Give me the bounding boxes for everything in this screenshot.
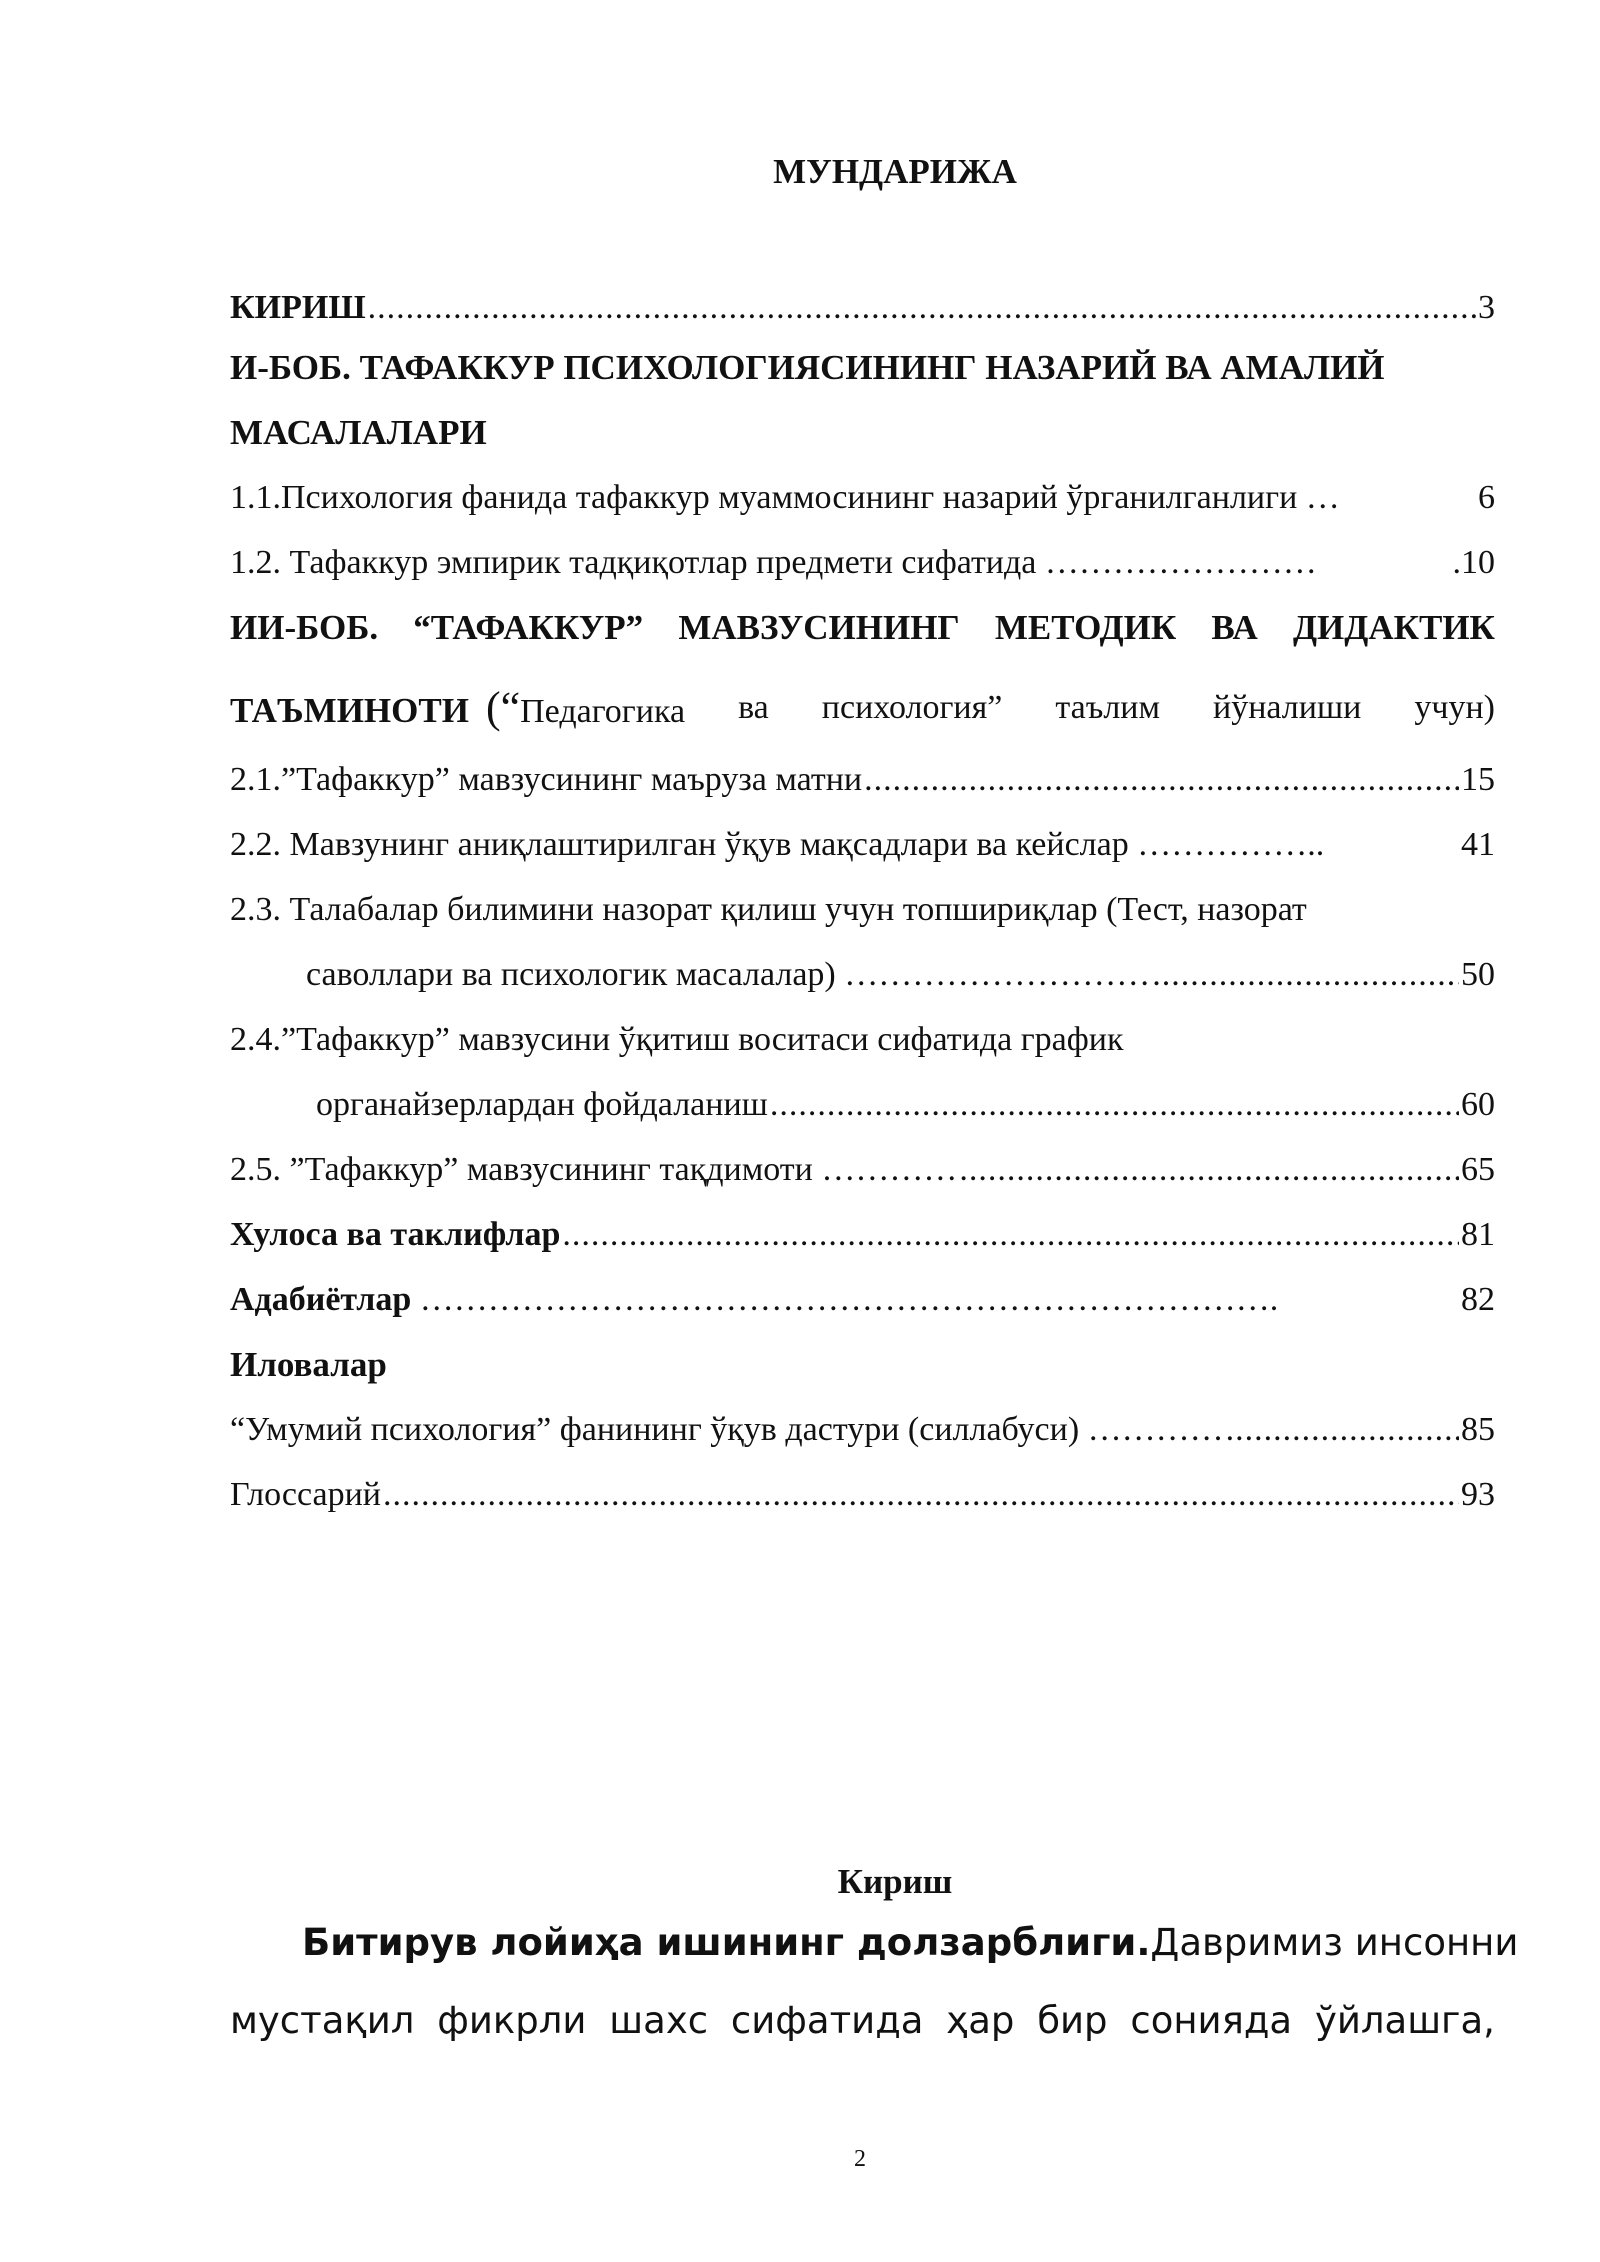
toc-label: 1.2. Тафаккур эмпирик тадқиқотлар предмети сифатида …………………… (230, 544, 1317, 581)
toc-label: органайзерлардан фойдаланиш (316, 1086, 768, 1123)
toc-leader (368, 286, 1476, 330)
paragraph-word: сонияда (1130, 1999, 1293, 2042)
paragraph-word: ўйлашга, (1314, 1999, 1495, 2042)
page-number: 2 (854, 2146, 866, 2172)
toc-chapter-1-heading[interactable] (230, 346, 1495, 390)
toc-entry-references[interactable] (230, 1278, 1495, 1322)
heading-word: Педагогика (520, 693, 686, 730)
intro-title: Кириш (837, 1862, 953, 1901)
heading-word: психология” (821, 689, 1003, 726)
toc-label: 2.1.”Тафаккур” мавзусининг маъруза матни (230, 761, 863, 798)
toc-label-bold: Адабиётлар (230, 1281, 412, 1318)
toc-leader (562, 1213, 1459, 1257)
chapter-1-line1: И-БОБ. ТАФАККУР ПСИХОЛОГИЯСИНИНГ НАЗАРИЙ ВА АМАЛИЙ (230, 348, 1385, 387)
toc-leader (383, 1473, 1459, 1517)
toc-entry-1-1[interactable] (230, 476, 1495, 520)
toc-entry-2-2[interactable] (230, 823, 1495, 867)
heading-word: учун) (1414, 689, 1495, 726)
toc-page: 41 (1461, 826, 1495, 863)
toc-label: 1.1.Психология фанида тафаккур муаммосининг назарий ўрганилганлиги … (230, 479, 1340, 516)
toc-label: КИРИШ (230, 289, 366, 326)
toc-label: Хулоса ва таклифлар (230, 1216, 561, 1253)
paragraph-line (230, 1996, 1495, 2046)
toc-leader (770, 1083, 1459, 1127)
toc-chapter-2-heading-cont (230, 683, 1495, 734)
toc-label: Глоссарий (230, 1476, 381, 1513)
paragraph-word: мустақил (230, 1999, 415, 2042)
toc-chapter-1-heading-cont (230, 411, 1495, 455)
toc-appendices-heading[interactable]: Иловалар (230, 1345, 387, 1384)
heading-word: ДИДАКТИК (1292, 608, 1495, 647)
toc-page: 50 (1461, 956, 1495, 993)
toc-entry-2-3-line1[interactable]: 2.3. Талабалар билимини назорат қилиш учун топшириқлар (Тест, назорат (230, 891, 1307, 928)
toc-entry-2-3[interactable] (306, 953, 1495, 997)
toc-leader (864, 758, 1459, 802)
toc-entry-2-5[interactable] (230, 1148, 1495, 1192)
toc-entry-glossary[interactable] (230, 1473, 1495, 1517)
paragraph-text: Давримиз инсонни (1150, 1921, 1519, 1964)
heading-word: ВА (1211, 608, 1258, 647)
toc-label: “Умумий психология” фанининг ўқув дастури (силлабуси) ………… (230, 1411, 1224, 1448)
toc-entry-2-1[interactable] (230, 758, 1495, 802)
toc-page: .10 (1452, 544, 1495, 581)
toc-label: 2.5. ”Тафаккур” мавзусининг тақдимоти ………… (230, 1151, 958, 1188)
toc-page: 82 (1461, 1281, 1495, 1318)
heading-word: йўналиши (1213, 689, 1362, 726)
paragraph-word: сифатида (730, 1999, 924, 2042)
toc-entry-syllabus[interactable] (230, 1408, 1495, 1452)
toc-label (230, 1278, 1278, 1322)
toc-page: 60 (1461, 1086, 1495, 1123)
toc-label-leader: …………………………………………………………………. (411, 1281, 1279, 1318)
toc-leader (1152, 953, 1459, 997)
paragraph-line (230, 1918, 1519, 1968)
toc-chapter-2-heading[interactable] (230, 606, 1495, 650)
toc-entry-1-2[interactable] (230, 541, 1495, 585)
toc-leader (959, 1148, 1459, 1192)
toc-page: 85 (1461, 1411, 1495, 1448)
chapter-1-line2: МАСАЛАЛАРИ (230, 413, 487, 452)
paragraph-lead: Битирув лойиҳа ишининг долзарблиги. (302, 1921, 1151, 1964)
heading-word: МЕТОДИК (994, 608, 1177, 647)
toc-page: 3 (1478, 289, 1495, 326)
toc-entry-2-4[interactable] (316, 1083, 1495, 1127)
heading-lead (230, 683, 686, 734)
heading-word: “ТАФАККУР” (413, 608, 644, 647)
toc-page: 6 (1478, 479, 1495, 516)
heading-word: таълим (1055, 689, 1160, 726)
paragraph-word: фикрли (437, 1999, 587, 2042)
paragraph-word: бир (1037, 1999, 1108, 2042)
toc-page: 93 (1461, 1476, 1495, 1513)
toc-leader (1226, 1408, 1459, 1452)
toc-label: 2.2. Мавзунинг аниқлаштирилган ўқув мақсадлари ва кейслар …………….. (230, 826, 1325, 863)
toc-entry-conclusion[interactable] (230, 1213, 1495, 1257)
heading-word: ИИ-БОБ. (230, 608, 379, 647)
heading-word: ва (738, 689, 769, 726)
heading-word: МАВЗУСИНИНГ (678, 608, 960, 647)
toc-entry-intro[interactable] (230, 286, 1495, 330)
toc-page: 81 (1461, 1216, 1495, 1253)
toc-page: 65 (1461, 1151, 1495, 1188)
page-title: МУНДАРИЖА (773, 152, 1017, 191)
intro-paragraph (230, 1918, 1519, 2046)
paragraph-word: шахс (609, 1999, 709, 2042)
paragraph-word: ҳар (946, 1999, 1015, 2042)
heading-word: ТАЪМИНОТИ (230, 691, 469, 730)
toc-page: 15 (1461, 761, 1495, 798)
toc-label: саволлари ва психологик масалалар) ……………………… (306, 956, 1151, 993)
open-paren: (“ (485, 683, 521, 732)
toc-entry-2-4-line1[interactable]: 2.4.”Тафаккур” мавзусини ўқитиш воситаси сифатида график (230, 1021, 1124, 1058)
